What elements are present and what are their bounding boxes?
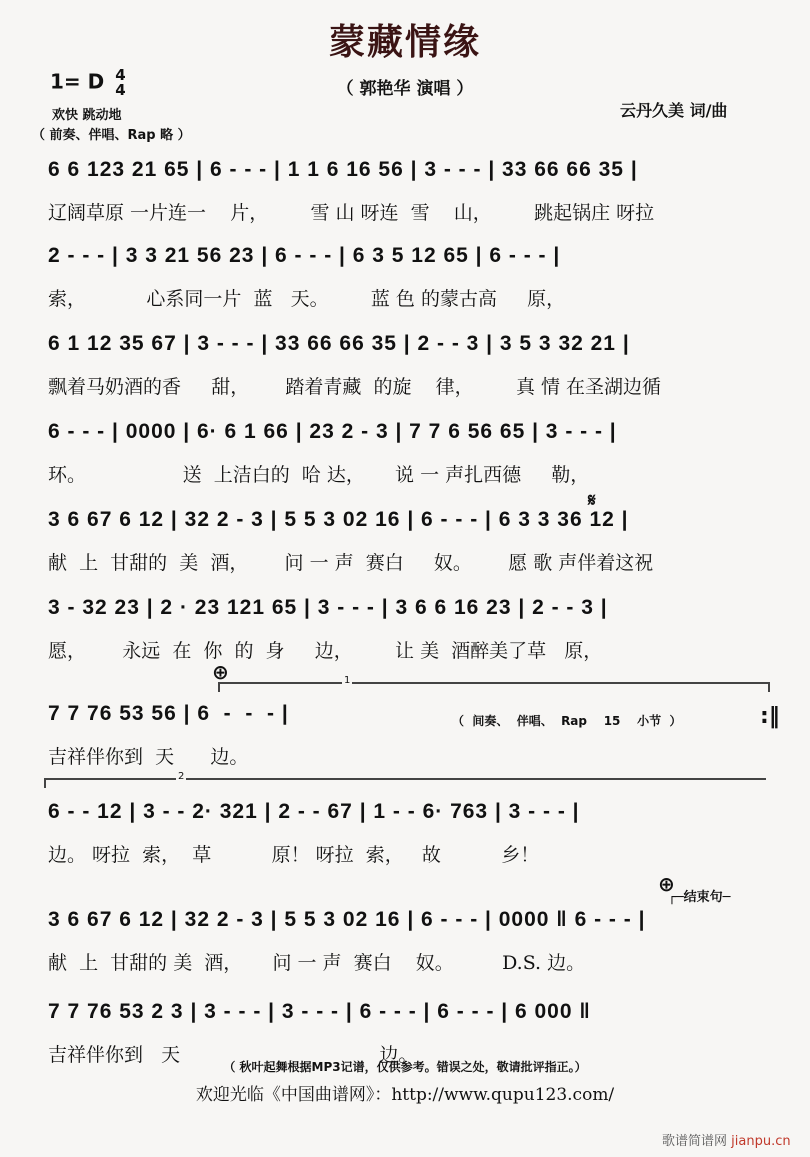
lyrics: 环。 送 上洁白的 哈 达， 说 一 声扎西德 勒， bbox=[48, 464, 590, 486]
ending-text: 结束句 bbox=[683, 890, 723, 905]
volta-bracket-2 bbox=[44, 771, 766, 788]
watermark-domain: jianpu.cn bbox=[731, 1134, 791, 1149]
coda-icon: ⊕ bbox=[212, 660, 229, 684]
time-bottom: 4 bbox=[115, 81, 126, 99]
notation: 7 7 76 53 2 3 | 3 - - - | 3 - - - | 6 - - - | 6 - - - | 6 000 ‖ bbox=[48, 1000, 591, 1023]
repeat-end-barline: :‖ bbox=[760, 704, 780, 729]
lyrics: 献 上 甘甜的 美 酒， 问 一 声 赛白 奴。 愿 歌 声伴着这祝 bbox=[48, 552, 654, 574]
composer-credit: 云丹久美 词/曲 bbox=[620, 101, 728, 120]
lyrics: 索， 心系同一片 蓝 天。 蓝 色 的蒙古高 原， bbox=[48, 288, 566, 310]
key-label: 1= D bbox=[50, 69, 105, 94]
notation: 3 - 32 23 | 2 · 23 121 65 | 3 - - - | 3 6 6 16 23 | 2 - - 3 | bbox=[48, 596, 608, 619]
notation: 6 1 12 35 67 | 3 - - - | 33 66 66 35 | 2 - - 3 | 3 5 3 32 21 | bbox=[48, 332, 630, 355]
lyrics: 献 上 甘甜的 美 酒， 问 一 声 赛白 奴。 D.S. 边。 bbox=[48, 952, 586, 974]
notation: 3 6 67 6 12 | 32 2 - 3 | 5 5 3 02 16 | 6 - - - | 6 3 3 36 12 | bbox=[48, 508, 629, 531]
interlude-note: （ 间奏、 伴唱、 Rap 15 小节 ） bbox=[452, 714, 682, 728]
watermark-cn: 歌谱简谱网 bbox=[662, 1134, 728, 1149]
song-title: 蒙藏情缘 bbox=[328, 22, 481, 63]
watermark bbox=[662, 1130, 791, 1149]
intro-note: （ 前奏、伴唱、Rap 略 ） bbox=[32, 128, 191, 143]
singer-credit: （ 郭艳华 演唱 ） bbox=[336, 79, 474, 99]
time-top: 4 bbox=[115, 66, 126, 84]
notation: 6 - - - | 0000 | 6· 6 1 66 | 23 2 - 3 | 7 7 6 56 65 | 3 - - - | bbox=[48, 420, 617, 443]
volta-1-label: 1 bbox=[344, 675, 351, 686]
volta-2-label: 2 bbox=[178, 771, 185, 782]
notation: 2 - - - | 3 3 21 56 23 | 6 - - - | 6 3 5 12 65 | 6 - - - | bbox=[48, 244, 561, 267]
lyrics: 吉祥伴你到 天 边。 bbox=[48, 746, 249, 768]
lyrics: 吉祥伴你到 天 边。 bbox=[48, 1044, 418, 1066]
ending-label: ┌─结束句─ bbox=[668, 890, 731, 905]
lyrics: 愿， 永远 在 你 的 身 边， 让 美 酒醉美了草 原， bbox=[48, 640, 603, 662]
notation: 3 6 67 6 12 | 32 2 - 3 | 5 5 3 02 16 | 6 - - - | 0000 ‖ 6 - - - | bbox=[48, 908, 646, 931]
tempo-marking: 欢快 跳动地 bbox=[52, 108, 122, 123]
website-credit: 欢迎光临《中国曲谱网》：http://www.qupu123.com/ bbox=[195, 1085, 615, 1105]
notation: 6 - - 12 | 3 - - 2· 321 | 2 - - 67 | 1 - - 6· 763 | 3 - - - | bbox=[48, 800, 580, 823]
lyrics: 辽阔草原 一片连一 片， 雪 山 呀连 雪 山， 跳起锅庄 呀拉 bbox=[48, 202, 655, 224]
lyrics: 边。 呀拉 索， 草 原！ 呀拉 索， 故 乡！ bbox=[48, 844, 540, 866]
lyrics: 飘着马奶酒的香 甜， 踏着青藏 的旋 律， 真 情 在圣湖边循 bbox=[48, 376, 662, 398]
volta-bracket-1 bbox=[218, 675, 770, 692]
disclaimer: （ 秋叶起舞根据MP3记谱，仅供参考。错误之处，敬请批评指正。） bbox=[223, 1060, 587, 1074]
notation: 7 7 76 53 56 | 6 - - - | bbox=[48, 702, 289, 725]
notation: 6 6 123 21 65 | 6 - - - | 1 1 6 16 56 | 3 - - - | 33 66 66 35 | bbox=[48, 158, 638, 181]
coda-icon-ending: ⊕ bbox=[658, 872, 675, 896]
segno-icon: 𝄋 bbox=[588, 490, 596, 511]
